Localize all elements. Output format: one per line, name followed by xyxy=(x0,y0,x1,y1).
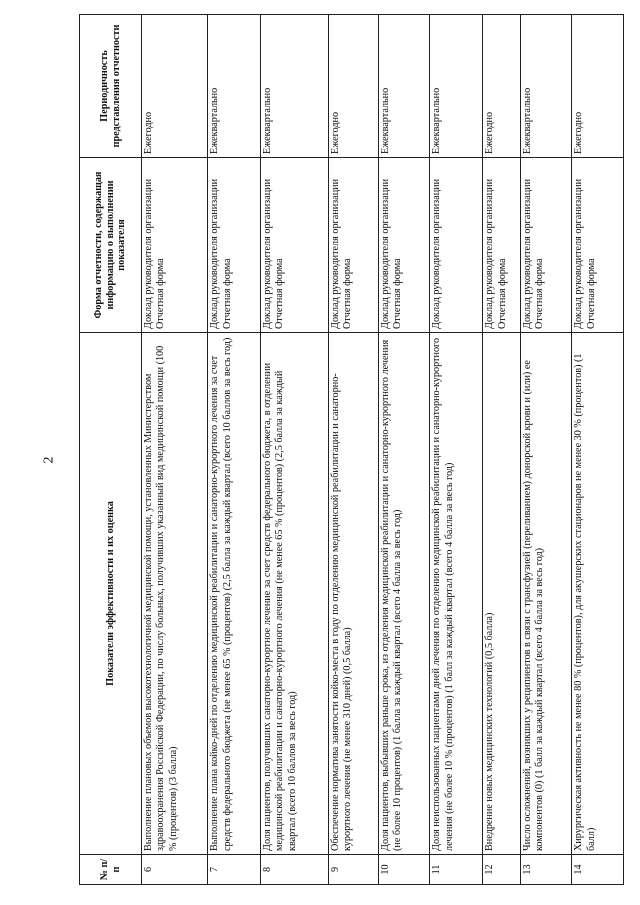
header-indicator: Показатели эффективности и их оценка xyxy=(80,333,142,855)
report-form-line: Доклад руководителя организации xyxy=(573,178,585,329)
report-form-line: Отчетная форма xyxy=(274,258,286,329)
row-indicator: Доля пациентов, выбывших раньше срока, из отделения медицинской реабилитации и санаторно-курортного лечения (не более 10 процентов) (1 балла за каждый квартал (всего 4 балла за весь год) xyxy=(378,333,430,855)
row-report-form xyxy=(572,158,624,333)
row-report-form xyxy=(261,158,329,333)
report-form-line: Доклад руководителя организации xyxy=(431,178,443,329)
row-report-form xyxy=(378,158,430,333)
row-report-form xyxy=(483,158,521,333)
row-indicator: Доля пациентов, получивших санаторно-курортное лечение за счет средств федерального бюджета, в отделении медицинской реабилитации и санаторно-курортного лечения (не менее 65 % (процентов) (2,5 балла за каждый квартал (всего 10 баллов за весь год) xyxy=(261,333,329,855)
row-report-form xyxy=(520,158,572,333)
report-form-line: Отчетная форма xyxy=(496,258,508,329)
row-number: 6 xyxy=(142,855,208,885)
row-number: 9 xyxy=(328,855,378,885)
table-row xyxy=(430,15,483,885)
row-indicator: Выполнение плановых объемов высокотехнологичной медицинской помощи, установленных Министерством здравоохранения Российской Федерации, по числу больных, получивших указанный вид медицинской помощи (100 % (процентов) (3 балла) xyxy=(142,333,208,855)
row-periodicity: Ежеквартально xyxy=(208,15,261,158)
row-number: 10 xyxy=(378,855,430,885)
row-periodicity: Ежеквартально xyxy=(378,15,430,158)
row-report-form xyxy=(328,158,378,333)
row-indicator: Выполнение плана койко-дней по отделению медицинской реабилитации и санаторно-курортного лечения за счет средств федерального бюджета (не менее 65 % (процентов) (2,5 балла за каждый квартал (всего 10 баллов за весь год) xyxy=(208,333,261,855)
table-row xyxy=(142,15,208,885)
report-form-line: Отчетная форма xyxy=(392,258,404,329)
row-indicator: Обеспечение норматива занятости койко-места в году по отделению медицинской реабилитации и санаторно-курортного лечения (не менее 310 дней) (0,5 балла) xyxy=(328,333,378,855)
row-number: 14 xyxy=(572,855,624,885)
header-num: № п/п xyxy=(80,855,142,885)
row-periodicity: Ежеквартально xyxy=(430,15,483,158)
table-row xyxy=(483,15,521,885)
row-periodicity: Ежегодно xyxy=(483,15,521,158)
row-number: 7 xyxy=(208,855,261,885)
page-number: 2 xyxy=(41,456,57,464)
row-number: 8 xyxy=(261,855,329,885)
row-number: 12 xyxy=(483,855,521,885)
row-number: 13 xyxy=(520,855,572,885)
row-report-form xyxy=(430,158,483,333)
report-form-line: Доклад руководителя организации xyxy=(379,178,391,329)
report-form-line: Доклад руководителя организации xyxy=(329,178,341,329)
report-form-line: Отчетная форма xyxy=(155,258,167,329)
row-indicator: Доля неиспользованных пациентами дней лечения по отделению медицинской реабилитации и санаторно-курортного лечения (не более 10 % (процентов) (1 балл за каждый квартал (всего 4 балла за весь год) xyxy=(430,333,483,855)
header-period: Периодичность представления отчетности xyxy=(80,15,142,158)
table-row xyxy=(208,15,261,885)
indicators-table xyxy=(79,14,624,885)
report-form-line: Доклад руководителя организации xyxy=(484,178,496,329)
row-periodicity: Ежегодно xyxy=(142,15,208,158)
report-form-line: Отчетная форма xyxy=(221,258,233,329)
row-periodicity: Ежеквартально xyxy=(261,15,329,158)
row-indicator: Хирургическая активность не менее 80 % (процентов), для акушерских стационаров не менее 30 % (процентов) (1 балл) xyxy=(572,333,624,855)
report-form-line: Отчетная форма xyxy=(534,258,546,329)
row-indicator: Внедрение новых медицинских технологий (0,5 балла) xyxy=(483,333,521,855)
report-form-line: Отчетная форма xyxy=(585,258,597,329)
row-number: 11 xyxy=(430,855,483,885)
table-header-row xyxy=(80,15,142,885)
table-row xyxy=(378,15,430,885)
row-indicator: Число осложнений, возникших у реципиентов в связи с трансфузией (переливанием) донорской крови и (или) ее компонентов (0) (1 балл за каждый квартал (всего 4 балла за весь год) xyxy=(520,333,572,855)
row-periodicity: Ежеквартально xyxy=(520,15,572,158)
table-body xyxy=(142,15,624,885)
table-row xyxy=(261,15,329,885)
table-row xyxy=(328,15,378,885)
report-form-line: Доклад руководителя организации xyxy=(262,178,274,329)
report-form-line: Доклад руководителя организации xyxy=(143,178,154,329)
row-periodicity: Ежегодно xyxy=(328,15,378,158)
header-form: Форма отчетности, содержащая информацию о выполнении показателя xyxy=(80,158,142,333)
rotated-page xyxy=(79,15,624,885)
row-periodicity: Ежегодно xyxy=(572,15,624,158)
row-report-form xyxy=(142,158,208,333)
report-form-line: Доклад руководителя организации xyxy=(521,178,533,329)
row-report-form xyxy=(208,158,261,333)
report-form-line: Доклад руководителя организации xyxy=(209,178,221,329)
table-row xyxy=(572,15,624,885)
table-row xyxy=(520,15,572,885)
report-form-line: Отчетная форма xyxy=(342,258,354,329)
